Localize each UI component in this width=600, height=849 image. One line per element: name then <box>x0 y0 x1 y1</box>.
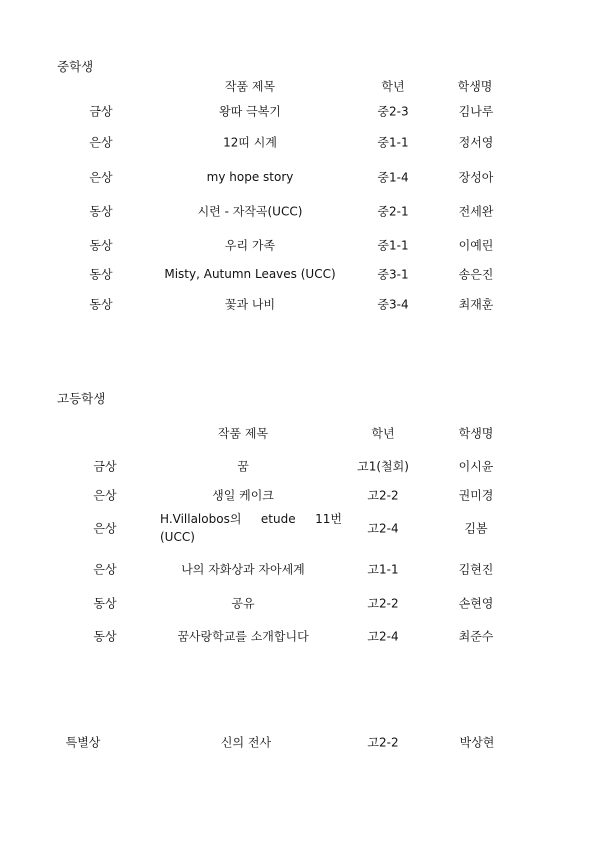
header-name: 학생명 <box>457 79 493 94</box>
title-part: H.Villalobos의 <box>160 512 242 526</box>
title-cell: 신의 전사 <box>220 735 272 750</box>
grade-cell: 고2-2 <box>367 735 399 750</box>
grade-cell: 고1-1 <box>367 562 399 577</box>
award-cell: 동상 <box>93 596 117 611</box>
award-cell: 은상 <box>89 135 113 150</box>
title-cell: 꿈 <box>237 459 249 474</box>
grade-cell: 중1-1 <box>377 238 409 253</box>
title-cell: 나의 자화상과 자아세계 <box>181 562 305 577</box>
middle-school-heading: 중학생 <box>57 59 94 74</box>
grade-cell: 중2-3 <box>377 104 409 119</box>
award-cell: 동상 <box>89 204 113 219</box>
title-part: etude <box>260 512 296 526</box>
award-cell: 동상 <box>93 629 117 644</box>
award-cell: 금상 <box>93 459 117 474</box>
name-cell: 손현영 <box>458 596 494 611</box>
award-cell: 은상 <box>89 170 113 185</box>
title-cell: 꿈사랑학교를 소개합니다 <box>177 629 309 644</box>
name-cell: 김현진 <box>458 562 494 577</box>
header-title: 작품 제목 <box>224 79 276 94</box>
name-cell: 장성아 <box>458 170 494 185</box>
grade-cell: 중1-1 <box>377 135 409 150</box>
grade-cell: 고2-2 <box>367 488 399 503</box>
grade-cell: 중3-4 <box>377 297 409 312</box>
name-cell: 정서영 <box>458 135 494 150</box>
grade-cell: 중2-1 <box>377 204 409 219</box>
grade-cell: 고2-4 <box>367 629 399 644</box>
grade-cell: 고2-2 <box>367 596 399 611</box>
title-line-2: (UCC) <box>160 530 195 544</box>
name-cell: 박상현 <box>459 735 495 750</box>
title-cell: 왕따 극복기 <box>219 104 281 119</box>
grade-cell: 고2-4 <box>367 521 399 536</box>
title-cell: 꽃과 나비 <box>224 297 276 312</box>
grade-cell: 중1-4 <box>377 170 409 185</box>
award-cell: 은상 <box>93 521 117 536</box>
high-school-heading: 고등학생 <box>57 391 106 406</box>
award-cell: 은상 <box>93 562 117 577</box>
title-cell: 공유 <box>231 596 255 611</box>
title-part: 11번 <box>315 512 342 526</box>
name-cell: 김나루 <box>458 104 494 119</box>
header-grade: 학년 <box>381 79 405 94</box>
title-cell: 12띠 시계 <box>223 135 277 150</box>
title-cell <box>160 510 342 546</box>
award-cell: 금상 <box>89 104 113 119</box>
header-grade: 학년 <box>371 426 395 441</box>
header-title: 작품 제목 <box>217 426 269 441</box>
name-cell: 이시윤 <box>458 459 494 474</box>
name-cell: 김봄 <box>464 521 488 536</box>
title-cell: 생일 케이크 <box>212 488 274 503</box>
award-cell: 동상 <box>89 238 113 253</box>
title-cell: Misty, Autumn Leaves (UCC) <box>164 267 336 281</box>
grade-cell: 중3-1 <box>377 267 409 282</box>
name-cell: 권미경 <box>458 488 494 503</box>
name-cell: 최재훈 <box>458 297 494 312</box>
grade-cell: 고1(철회) <box>357 459 409 474</box>
name-cell: 이예린 <box>458 238 494 253</box>
title-line-1 <box>160 510 342 528</box>
award-cell: 은상 <box>93 488 117 503</box>
name-cell: 송은진 <box>458 267 494 282</box>
award-cell: 동상 <box>89 297 113 312</box>
title-cell: 시련 - 자작곡(UCC) <box>197 204 303 219</box>
name-cell: 최준수 <box>458 629 494 644</box>
name-cell: 전세완 <box>458 204 494 219</box>
award-cell: 특별상 <box>65 735 101 750</box>
title-cell: 우리 가족 <box>224 238 276 253</box>
award-cell: 동상 <box>89 267 113 282</box>
title-cell: my hope story <box>206 170 294 184</box>
header-name: 학생명 <box>458 426 494 441</box>
